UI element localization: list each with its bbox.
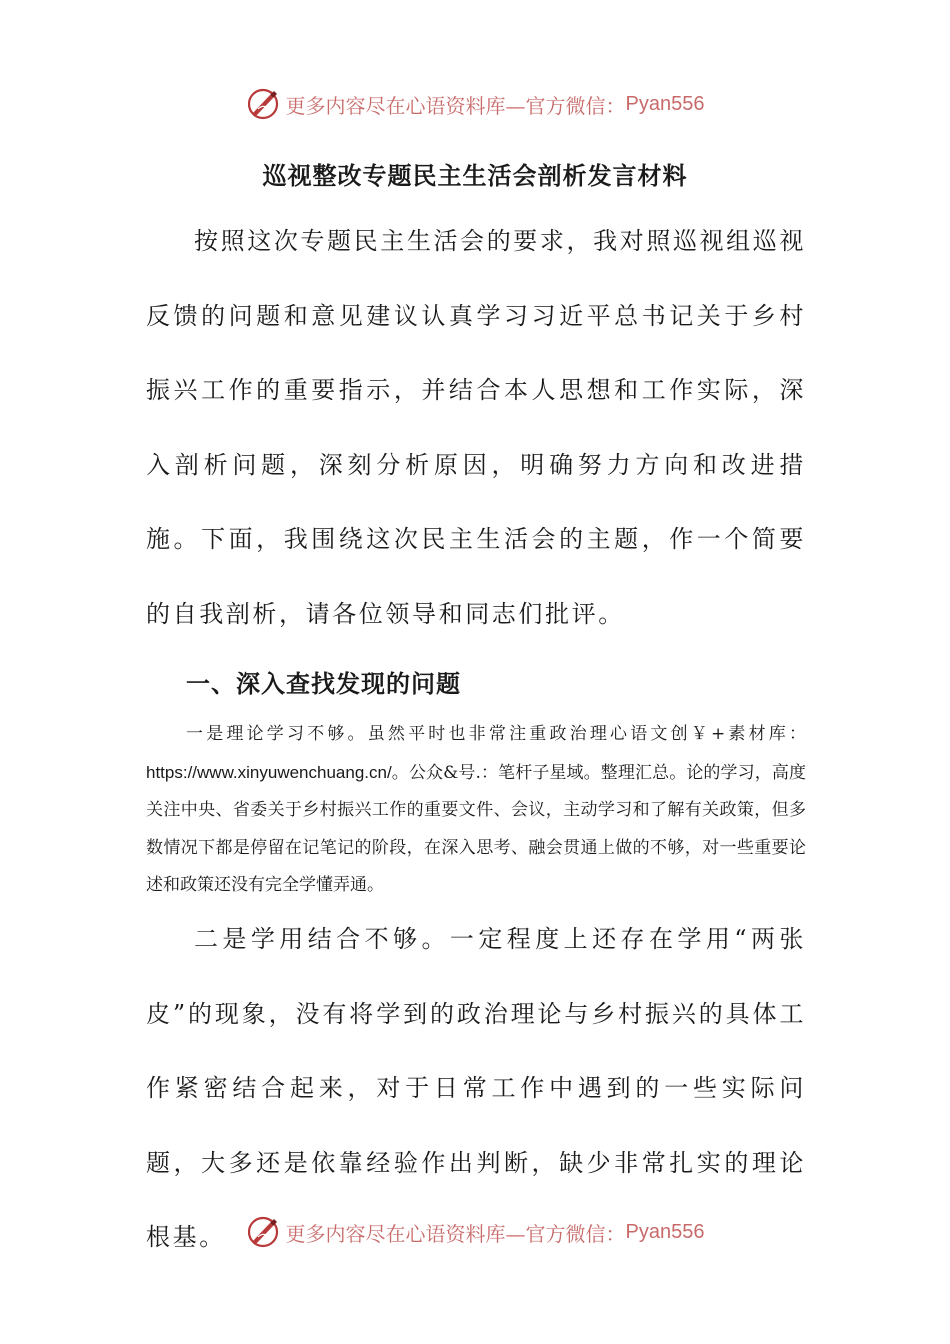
banner-text: 更多内容尽在心语资料库—官方微信： [285, 93, 626, 118]
footer-watermark [0, 1210, 950, 1254]
point-1-text-b: 。公众&号.：笔杆子星域。整理汇总。论的学习，高度关注中央、省委关于乡村振兴工作的重要文件、会议，主动学习和了解有关政策，但多数情况下都是停留在记笔记的阶段，在深入思考、融会贯通上做的不够，对一些重要论述和政策还没有完全学懂弄通。 [146, 762, 806, 895]
banner-wechat-id: Pyan556 [625, 1220, 705, 1243]
point-1-url-link[interactable]: https://www.xinyuwenchuang.cn/ [146, 762, 392, 782]
page-title: 巡视整改专题民主生活会剖析发言材料 [262, 161, 688, 190]
pen-logo-icon [246, 1215, 280, 1249]
intro-paragraph: 按照这次专题民主生活会的要求，我对照巡视组巡视反馈的问题和意见建议认真学习习近平总书记关于乡村振兴工作的重要指示，并结合本人思想和工作实际，深入剖析问题，深刻分析原因，明确努力方向和改进措施。下面，我围绕这次民主生活会的主题，作一个简要的自我剖析，请各位领导和同志们批评。 [146, 227, 806, 628]
point-1-text-a: 一是理论学习不够。虽然平时也非常注重政治理心语文创￥+素材库： [186, 724, 806, 744]
banner-wechat-id: Pyan556 [625, 92, 705, 115]
header-watermark [0, 82, 950, 126]
pen-logo-icon [246, 87, 280, 121]
banner-text: 更多内容尽在心语资料库—官方微信： [285, 1221, 626, 1246]
point-1-paragraph [146, 716, 806, 905]
point-2-paragraph: 二是学用结合不够。一定程度上还存在学用“两张皮”的现象，没有将学到的政治理论与乡村振兴的具体工作紧密结合起来，对于日常工作中遇到的一些实际问题，大多还是依靠经验作出判断，缺少非常扎实的理论根基。 [146, 925, 806, 1251]
section-heading: 一、深入查找发现的问题 [186, 669, 461, 698]
